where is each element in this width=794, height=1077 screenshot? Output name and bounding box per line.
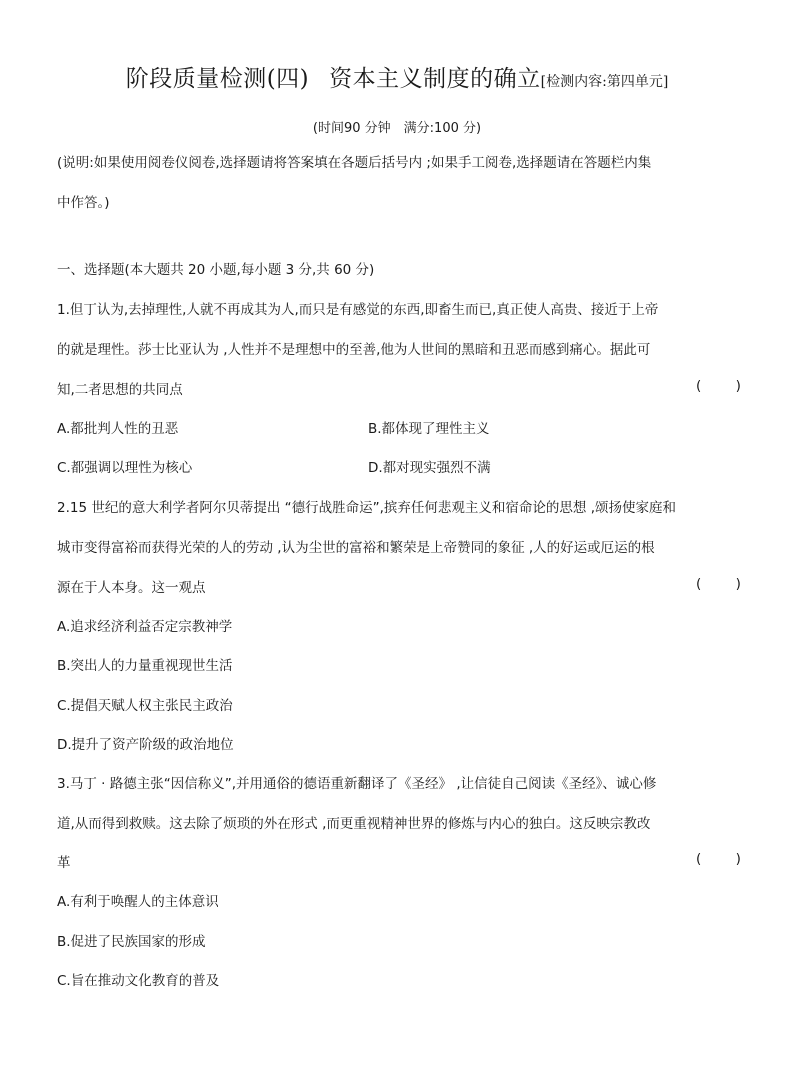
question-2-line-2: 城市变得富裕而获得光荣的人的劳动 ,认为尘世的富裕和繁荣是上帝赞同的象征 ,人的好运或厄运的根 — [57, 540, 655, 556]
section-heading: 一、选择题(本大题共 20 小题,每小题 3 分,共 60 分) — [57, 262, 375, 278]
instructions-line-1: (说明:如果使用阅卷仪阅卷,选择题请将答案填在各题后括号内 ;如果手工阅卷,选择题请在答题栏内集 — [57, 155, 652, 171]
question-3-line-3: 革 — [57, 855, 71, 871]
question-2-line-1: 2.15 世纪的意大利学者阿尔贝蒂提出 “德行战胜命运”,摈弃任何悲观主义和宿命论的思想 ,颂扬使家庭和 — [57, 500, 677, 516]
question-2-option-a: A.追求经济利益否定宗教神学 — [57, 619, 233, 635]
question-3-option-b: B.促进了民族国家的形成 — [57, 934, 206, 950]
question-3-line-2: 道,从而得到救赎。这去除了烦琐的外在形式 ,而更重视精神世界的修炼与内心的独白。这反映宗教改 — [57, 816, 651, 832]
question-1-answer-paren: ( ) — [696, 378, 741, 394]
question-3-line-1: 3.马丁 · 路德主张“因信称义”,并用通俗的德语重新翻译了《圣经》 ,让信徒自己阅读《圣经》、诚心修 — [57, 776, 657, 792]
instructions-line-2: 中作答。) — [57, 195, 110, 211]
question-2-option-c: C.提倡天赋人权主张民主政治 — [57, 698, 233, 714]
question-3-option-a: A.有利于唤醒人的主体意识 — [57, 894, 219, 910]
question-1-option-d: D.都对现实强烈不满 — [368, 460, 491, 476]
question-2-option-d: D.提升了资产阶级的政治地位 — [57, 737, 234, 753]
question-1-option-c: C.都强调以理性为核心 — [57, 460, 193, 476]
question-2-answer-paren: ( ) — [696, 576, 741, 592]
title-scope: [检测内容:第四单元] — [540, 74, 669, 90]
question-1-option-b: B.都体现了理性主义 — [368, 421, 490, 437]
title-text: 阶段质量检测(四) — [125, 66, 310, 92]
question-1-option-a: A.都批判人性的丑恶 — [57, 421, 179, 437]
exam-title — [0, 60, 794, 93]
question-1-line-1: 1.但丁认为,去掉理性,人就不再成其为人,而只是有感觉的东西,即畜生而已,真正使人高贵、接近于上帝 — [57, 302, 659, 318]
question-1-line-3: 知,二者思想的共同点 — [57, 382, 183, 398]
question-3-answer-paren: ( ) — [696, 851, 741, 867]
question-3-option-c: C.旨在推动文化教育的普及 — [57, 973, 220, 989]
question-2-option-b: B.突出人的力量重视现世生活 — [57, 658, 233, 674]
time-info: (时间90 分钟 满分:100 分) — [312, 121, 482, 136]
title-topic: 资本主义制度的确立 — [329, 66, 541, 92]
question-2-line-3: 源在于人本身。这一观点 — [57, 580, 206, 596]
question-1-line-2: 的就是理性。莎士比亚认为 ,人性并不是理想中的至善,他为人世间的黑暗和丑恶而感到痛心。据此可 — [57, 342, 651, 358]
